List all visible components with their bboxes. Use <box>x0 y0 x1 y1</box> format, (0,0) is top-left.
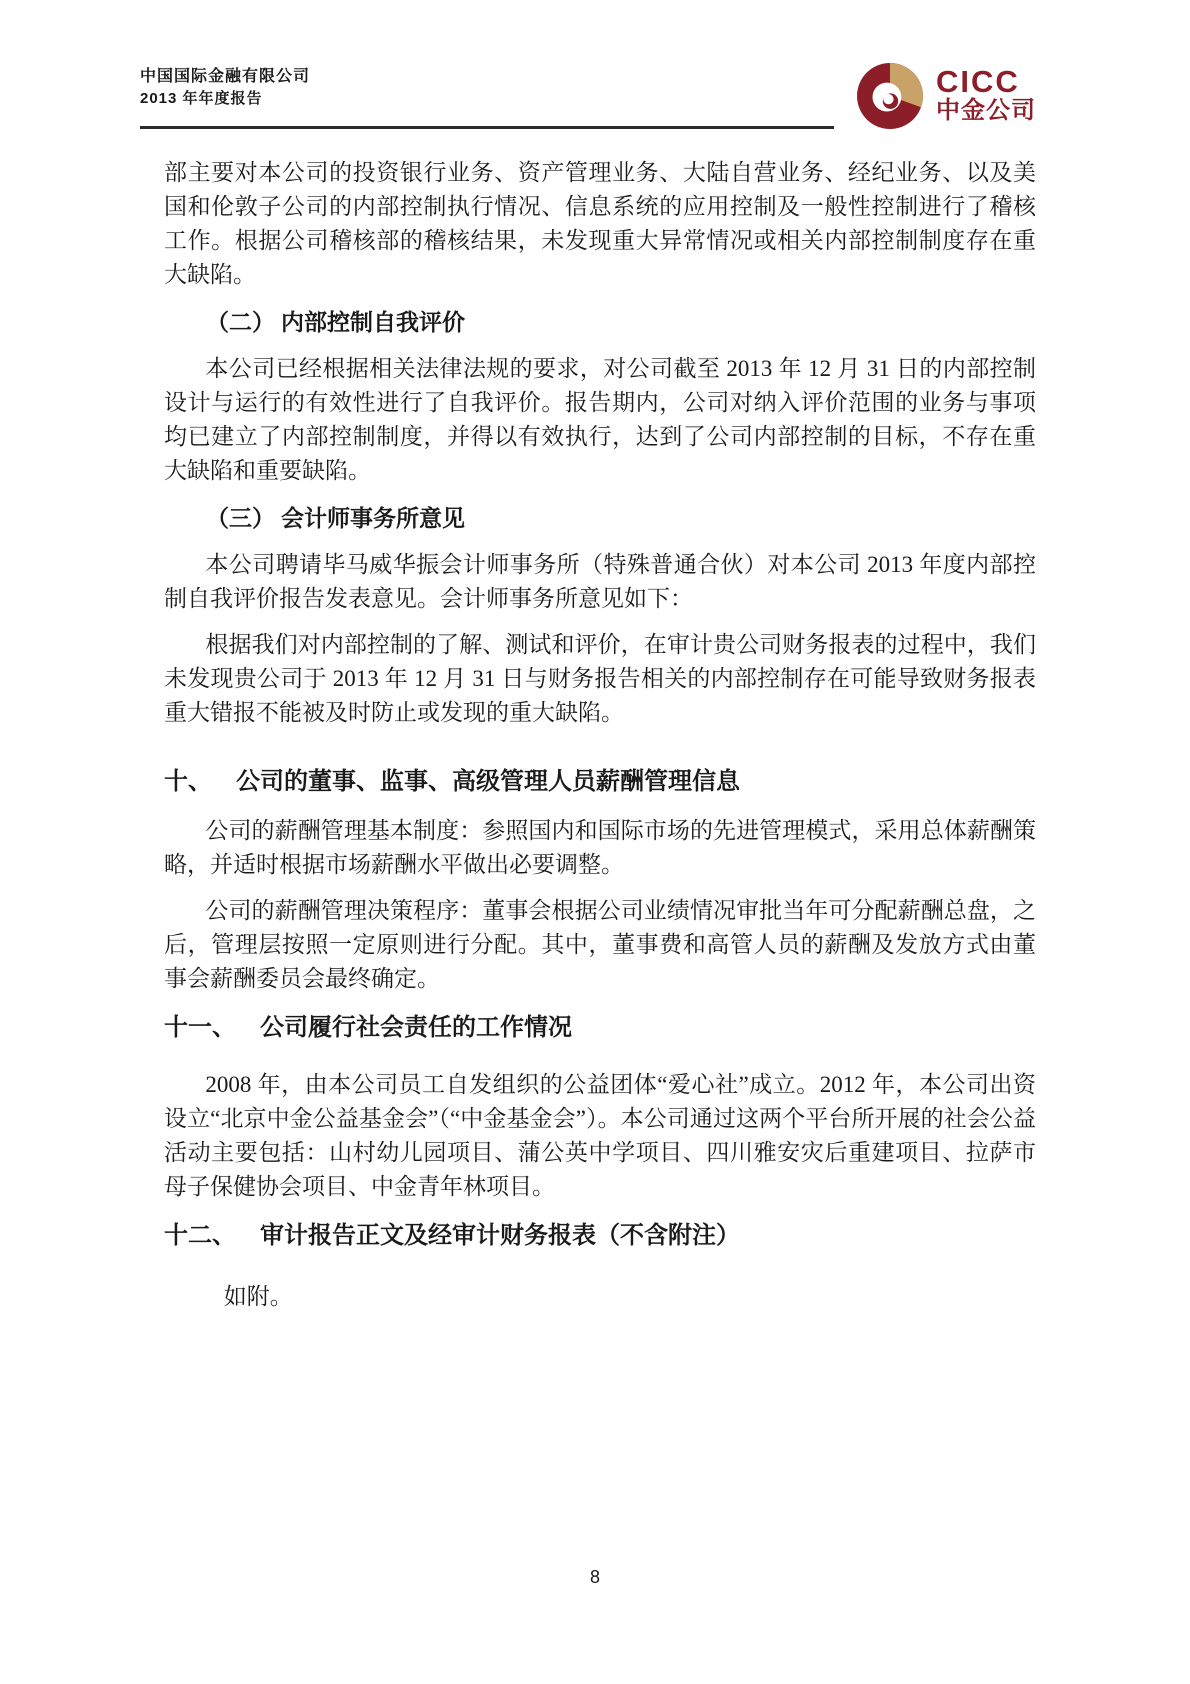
para-compensation-system: 公司的薪酬管理基本制度：参照国内和国际市场的先进管理模式，采用总体薪酬策略，并适时根据市场薪酬水平做出必要调整。 <box>164 818 1036 877</box>
para-social-responsibility: 2008 年，由本公司员工自发组织的公益团体“爱心社”成立。2012 年，本公司出资设立“北京中金公益基金会”（“中金基金会”）。本公司通过这两个平台所开展的社会公益活动主要包括：山村幼儿园项目、蒲公英中学项目、四川雅安灾后重建项目、拉萨市母子保健协会项目、中金青年林项目。 <box>164 1072 1036 1199</box>
heading-auditor-opinion-number: （三） <box>206 506 275 531</box>
para-auditor-result: 根据我们对内部控制的了解、测试和评价，在审计贵公司财务报表的过程中，我们未发现贵公司于 2013 年 12 月 31 日与财务报告相关的内部控制存在可能导致财务报表重大错报不能被及时防止或发现的重大缺陷。 <box>164 632 1036 725</box>
heading-self-evaluation-number: （二） <box>206 310 275 335</box>
heading-self-evaluation-title: 内部控制自我评价 <box>281 310 465 335</box>
heading-social-number: 十一、 <box>164 1015 236 1041</box>
cicc-chinese-name: 中金公司 <box>936 97 1036 124</box>
cicc-logo-text <box>936 64 1036 125</box>
heading-audit-report <box>164 1218 1036 1254</box>
company-name: 中国国际金融有限公司 <box>140 68 311 85</box>
header-rule <box>140 126 834 129</box>
heading-audit-report-title: 审计报告正文及经审计财务报表（不含附注） <box>260 1223 740 1249</box>
para-self-evaluation: 本公司已经根据相关法律法规的要求，对公司截至 2013 年 12 月 31 日的内部控制设计与运行的有效性进行了自我评价。报告期内，公司对纳入评价范围的业务与事项均已建立了内部控制制度，并得以有效执行，达到了公司内部控制的目标，不存在重大缺陷和重要缺陷。 <box>164 356 1036 483</box>
report-header <box>140 66 310 110</box>
heading-compensation-number: 十、 <box>164 769 212 795</box>
heading-auditor-opinion-title: 会计师事务所意见 <box>281 506 465 531</box>
heading-self-evaluation <box>164 306 1036 340</box>
cicc-acronym: CICC <box>936 64 1020 99</box>
cicc-logo <box>856 62 1036 130</box>
heading-audit-report-number: 十二、 <box>164 1223 236 1249</box>
para-as-attached: 如附。 <box>223 1284 293 1309</box>
heading-compensation-title: 公司的董事、监事、高级管理人员薪酬管理信息 <box>236 769 740 795</box>
report-title: 2013 年年度报告 <box>140 90 263 107</box>
para-auditor-engagement: 本公司聘请毕马威华振会计师事务所（特殊普通合伙）对本公司 2013 年度内部控制自我评价报告发表意见。会计师事务所意见如下： <box>164 552 1036 611</box>
para-audit-scope: 部主要对本公司的投资银行业务、资产管理业务、大陆自营业务、经纪业务、以及美国和伦敦子公司的内部控制执行情况、信息系统的应用控制及一般性控制进行了稽核工作。根据公司稽核部的稽核结果，未发现重大异常情况或相关内部控制制度存在重大缺陷。 <box>164 160 1036 287</box>
page-number: 8 <box>589 1567 600 1587</box>
heading-compensation-info <box>164 764 1036 800</box>
heading-social-responsibility <box>164 1010 1036 1046</box>
heading-auditor-opinion <box>164 502 1036 536</box>
para-compensation-procedure: 公司的薪酬管理决策程序：董事会根据公司业绩情况审批当年可分配薪酬总盘，之后，管理层按照一定原则进行分配。其中，董事费和高管人员的薪酬及发放方式由董事会薪酬委员会最终确定。 <box>164 898 1036 991</box>
document-body <box>164 156 1036 1314</box>
heading-social-title: 公司履行社会责任的工作情况 <box>260 1015 572 1041</box>
cicc-logo-icon <box>856 62 924 130</box>
